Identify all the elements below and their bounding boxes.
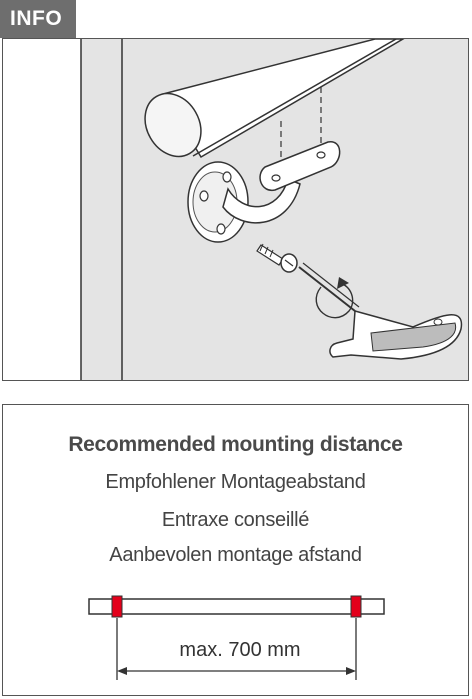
info-tab: INFO — [0, 0, 76, 38]
screw-hole — [200, 191, 208, 201]
heading-german: Empfohlener Montageabstand — [105, 471, 366, 493]
screw-hole — [223, 172, 231, 182]
heading-dutch: Aanbevolen montage afstand — [109, 544, 362, 566]
bracket-marker-right — [351, 596, 361, 617]
heading-recommended-distance: Recommended mounting distance — [68, 433, 403, 456]
arrow-left-icon — [117, 667, 127, 675]
max-distance-label: max. 700 mm — [179, 639, 301, 661]
arrow-right-icon — [346, 667, 356, 675]
heading-french: Entraxe conseillé — [161, 509, 310, 531]
installation-illustration-panel — [2, 38, 469, 381]
bracket-marker-left — [112, 596, 122, 617]
handrail-bar — [89, 599, 384, 614]
handrail-mounting-illustration — [3, 39, 469, 381]
screw-hole — [217, 224, 225, 234]
mounting-distance-panel — [2, 404, 469, 696]
